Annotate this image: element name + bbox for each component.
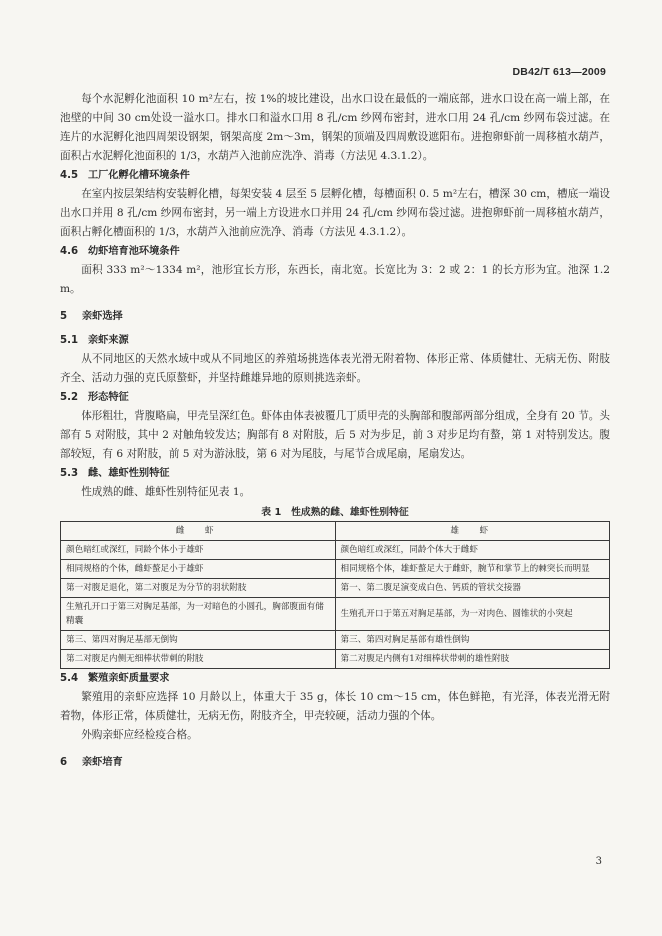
heading-number: 5.4: [60, 673, 79, 684]
heading-number: 5.2: [60, 392, 79, 403]
heading-5: [60, 307, 610, 326]
table-row: [61, 541, 610, 560]
heading-number: 5.1: [60, 335, 79, 346]
heading-title: 雌、雄虾性别特征: [88, 468, 170, 479]
heading-6: [60, 753, 610, 772]
sex-characteristics-table: [60, 521, 610, 669]
heading-5-4: [60, 669, 610, 688]
table-row: [61, 650, 610, 669]
header-male: 雄 虾: [335, 522, 610, 541]
heading-title: 工厂化孵化槽环境条件: [88, 170, 190, 181]
table-cell: 第一、第二腹足演变成白色、钙质的管状交接器: [335, 579, 610, 598]
paragraph-5-1: 从不同地区的天然水域中或从不同地区的养殖场挑选体表光滑无附着物、体形正常、体质健壮、无病无伤、附肢齐全、活动力强的克氏原螯虾，并坚持雌雄异地的原则挑选亲虾。: [60, 353, 610, 384]
heading-number: 5.3: [60, 468, 79, 479]
heading-number: 4.5: [60, 170, 79, 181]
table-cell: 第二对腹足内侧无细棒状带刺的附肢: [61, 650, 336, 669]
table-cell: 第三、第四对胸足基部有雄性倒钩: [335, 631, 610, 650]
paragraph-5-3: 性成熟的雌、雄虾性别特征见表 1。: [81, 486, 251, 498]
table-row: [61, 631, 610, 650]
heading-title: 亲虾选择: [82, 311, 123, 322]
heading-title: 幼虾培育池环境条件: [88, 246, 180, 257]
document-id: DB42/T 613—2009: [512, 66, 606, 78]
heading-title: 亲虾来源: [88, 335, 129, 346]
heading-4-6: [60, 242, 610, 261]
heading-number: 4.6: [60, 246, 79, 257]
intro-paragraph: 每个水泥孵化池面积 10 m²左右，按 1%的坡比建设，出水口设在最低的一端底部，进水口设在高一端上部，在池壁的中间 30 cm处设一溢水口。排水口和溢水口用 8 孔/cm 纱网布密封，进水口用 24 孔/cm 纱网布袋过滤。在连片的水泥孵化池四周架设钢架，钢架高度 2m～3m，钢架的顶端及四周敷设遮阳布。进抱卵虾前一周移植水葫芦，面积占水泥孵化池面积的 1/3，水葫芦入池前应洗净、消毒（方法见 4.3.1.2）。: [60, 93, 610, 162]
table-row: [61, 560, 610, 579]
table-header-row: [61, 522, 610, 541]
heading-4-5: [60, 166, 610, 185]
heading-title: 形态特征: [88, 392, 129, 403]
heading-title: 亲虾培育: [82, 757, 123, 768]
table-caption: 表 1 性成熟的雌、雄虾性别特征: [261, 507, 409, 518]
page-number: 3: [595, 856, 602, 867]
paragraph-5-4-quarantine: 外购亲虾应经检疫合格。: [81, 729, 198, 741]
heading-number: 5: [60, 311, 68, 322]
table-cell: 生殖孔开口于第五对胸足基部，为一对肉色、圆锥状的小突起: [335, 598, 610, 631]
table-cell: 生殖孔开口于第三对胸足基部，为一对暗色的小圆孔，胸部腹面有储精囊: [61, 598, 336, 631]
table-row: [61, 598, 610, 631]
heading-5-3: [60, 464, 610, 483]
table-cell: 第一对腹足退化，第二对腹足为分节的羽状附肢: [61, 579, 336, 598]
table-cell: 相同规格个体，雄虾螯足大于雌虾，腕节和掌节上的棘突长而明显: [335, 560, 610, 579]
paragraph-5-4: 繁殖用的亲虾应选择 10 月龄以上，体重大于 35 g，体长 10 cm～15 cm，体色鲜艳，有光泽，体表光滑无附着物，体形正常，体质健壮，无病无伤，附肢齐全，甲壳较硬，活动力强的个体。: [60, 691, 610, 722]
heading-title: 繁殖亲虾质量要求: [88, 673, 170, 684]
page-content: [60, 90, 610, 777]
table-cell: 第三、第四对胸足基部无倒钩: [61, 631, 336, 650]
table-cell: 颜色暗红或深红，同龄个体小于雄虾: [61, 541, 336, 560]
header-female: 雌 虾: [61, 522, 336, 541]
table-cell: 第二对腹足内侧有1对细棒状带刺的雄性附肢: [335, 650, 610, 669]
heading-5-2: [60, 388, 610, 407]
heading-number: 6: [60, 757, 68, 768]
table-row: [61, 579, 610, 598]
heading-5-1: [60, 331, 610, 350]
table-cell: 相同规格的个体，雌虾螯足小于雄虾: [61, 560, 336, 579]
paragraph-5-2: 体形粗壮，背腹略扁，甲壳呈深红色。虾体由体表被覆几丁质甲壳的头胸部和腹部两部分组成，全身有 20 节。头部有 5 对附肢，其中 2 对触角较发达；胸部有 8 对附肢，后 5 对为步足，前 3 对步足均有螯，第 1 对特别发达。腹部较短，有 6 对附肢，前 5 对为游泳肢，第 6 对为尾肢，与尾节合成尾扇，尾扇发达。: [60, 410, 610, 460]
paragraph-4-6: 面积 333 m²～1334 m²，池形宜长方形，东西长，南北宽。长宽比为 3：2 或 2：1 的长方形为宜。池深 1.2 m。: [60, 264, 610, 295]
paragraph-4-5: 在室内按层架结构安装孵化槽，每架安装 4 层至 5 层孵化槽，每槽面积 0. 5 m²左右，槽深 30 cm，槽底一端设出水口并用 8 孔/cm 纱网布密封，另一端上方设进水口并用 24 孔/cm 纱网布袋过滤。进抱卵虾前一周移植水葫芦，面积占孵化槽面积的 1/3，水葫芦入池前应洗净、消毒（方法见 4.3.1.2）。: [60, 188, 610, 238]
table-cell: 颜色暗红或深红，同龄个体大于雌虾: [335, 541, 610, 560]
